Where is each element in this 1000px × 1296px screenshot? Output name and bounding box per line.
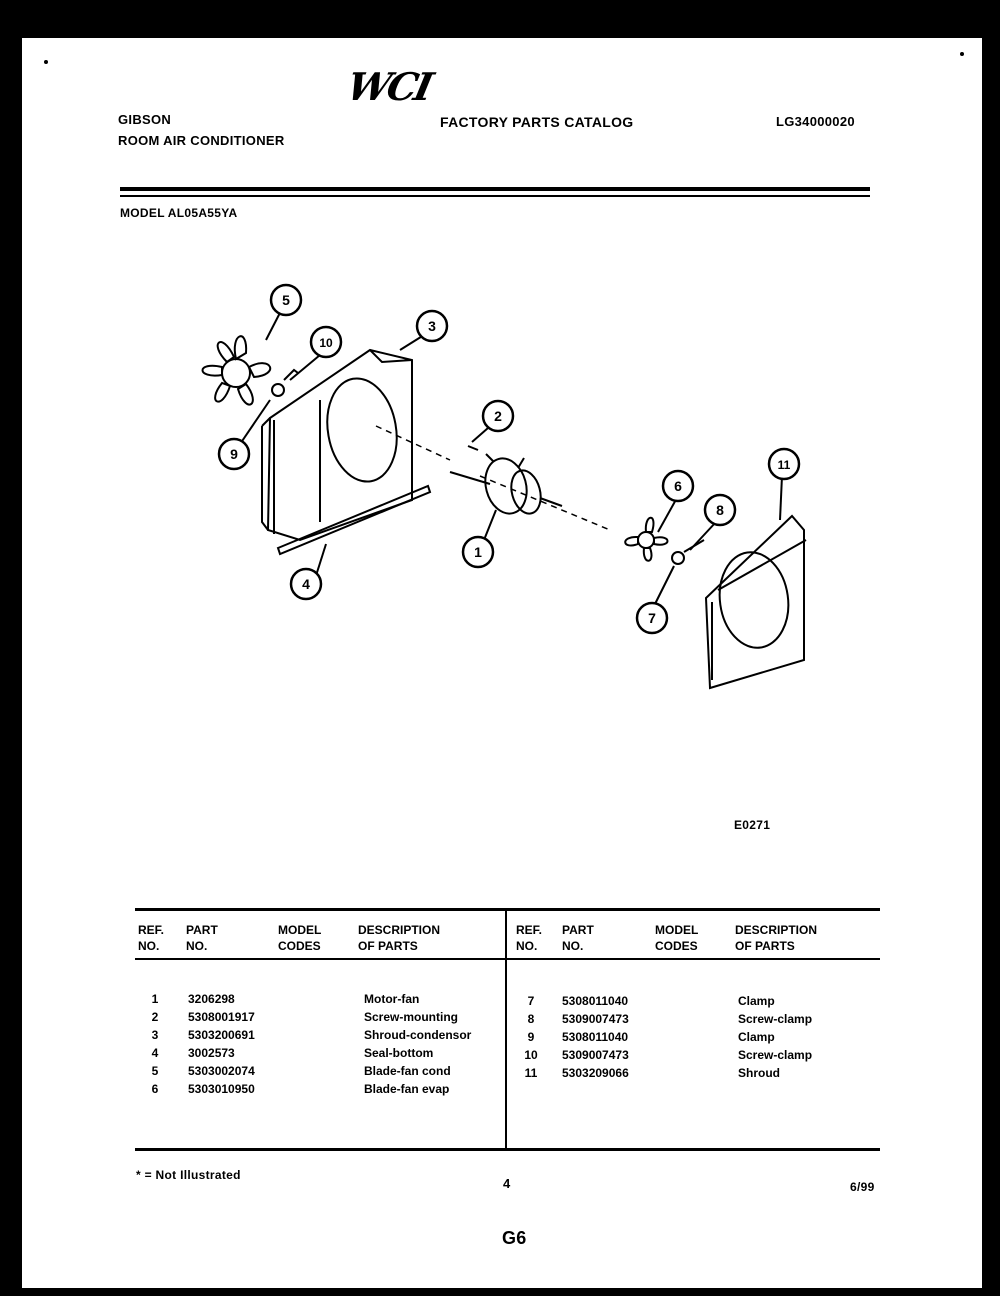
- drawing-code: E0271: [734, 818, 771, 832]
- row-ref: 6: [151, 1082, 159, 1096]
- evaporator-fan-blade: [625, 518, 667, 561]
- catalog-title: FACTORY PARTS CATALOG: [440, 114, 634, 130]
- row-part-number: 3002573: [188, 1046, 235, 1060]
- row-part-number: 5303209066: [562, 1066, 629, 1080]
- header-part: PART NO.: [186, 923, 218, 953]
- row-ref: 10: [524, 1048, 538, 1062]
- screw-2: [468, 446, 478, 450]
- callout-label-9: 9: [230, 446, 238, 462]
- callout-label-3: 3: [428, 318, 436, 334]
- callout-label-10: 10: [319, 336, 333, 350]
- callout-label-11: 11: [777, 458, 791, 472]
- header-description-right: DESCRIPTION OF PARTS: [735, 923, 818, 953]
- row-ref: 5: [151, 1064, 159, 1078]
- row-ref: 2: [151, 1010, 159, 1024]
- row-description: Blade-fan evap: [364, 1082, 450, 1096]
- wci-logo: WCI: [343, 64, 435, 109]
- header-ref-right: REF. NO.: [516, 923, 543, 953]
- product-type: ROOM AIR CONDITIONER: [118, 133, 285, 148]
- callout-label-6: 6: [674, 478, 682, 494]
- header-rule-thick: [120, 187, 870, 191]
- row-part-number: 3206298: [188, 992, 235, 1006]
- page-number: 4: [503, 1176, 511, 1191]
- row-description: Shroud-condensor: [364, 1028, 472, 1042]
- row-part-number: 5308011040: [562, 994, 629, 1008]
- row-ref: 4: [151, 1046, 159, 1060]
- row-description: Clamp: [738, 994, 775, 1008]
- table-top-rule: [135, 908, 880, 911]
- exploded-parts-diagram: [150, 240, 850, 700]
- scan-speck: [510, 28, 514, 32]
- row-description: Screw-clamp: [738, 1048, 813, 1062]
- row-part-number: 5308011040: [562, 1030, 629, 1044]
- clamp-7: [672, 552, 684, 564]
- callout-label-7: 7: [648, 610, 656, 626]
- scan-speck: [44, 60, 48, 64]
- catalog-number: LG34000020: [776, 114, 855, 129]
- row-part-number: 5308001917: [188, 1010, 255, 1024]
- table-header-rule: [135, 958, 880, 960]
- row-part-number: 5303002074: [188, 1064, 255, 1078]
- row-description: Blade-fan cond: [364, 1064, 451, 1078]
- row-ref: 1: [151, 992, 159, 1006]
- row-ref: 9: [527, 1030, 535, 1044]
- row-ref: 8: [527, 1012, 535, 1026]
- page-code: G6: [502, 1228, 527, 1248]
- evaporator-shroud: [706, 516, 806, 688]
- row-ref: 3: [151, 1028, 159, 1042]
- condenser-fan-blade: [203, 336, 271, 404]
- row-ref: 7: [527, 994, 535, 1008]
- callout-label-8: 8: [716, 502, 724, 518]
- header-part-right: PART NO.: [562, 923, 594, 953]
- row-description: Screw-clamp: [738, 1012, 813, 1026]
- row-part-number: 5309007473: [562, 1012, 629, 1026]
- row-part-number: 5303200691: [188, 1028, 255, 1042]
- row-description: Shroud: [738, 1066, 780, 1080]
- header-model-right: MODEL CODES: [655, 923, 699, 953]
- table-divider: [505, 910, 507, 1148]
- clamp-9: [272, 384, 284, 396]
- model-number: MODEL AL05A55YA: [120, 206, 238, 220]
- brand-name: GIBSON: [118, 112, 172, 127]
- header-description: DESCRIPTION OF PARTS: [358, 923, 441, 953]
- not-illustrated-note: * = Not Illustrated: [136, 1168, 241, 1182]
- callout-label-1: 1: [474, 544, 482, 560]
- row-description: Seal-bottom: [364, 1046, 434, 1060]
- scan-speck: [960, 52, 964, 56]
- table-bottom-rule: [135, 1148, 880, 1151]
- header-model: MODEL CODES: [278, 923, 322, 953]
- callout-label-5: 5: [282, 292, 290, 308]
- header-rule-thin: [120, 195, 870, 197]
- row-part-number: 5303010950: [188, 1082, 255, 1096]
- row-ref: 11: [524, 1066, 538, 1080]
- callout-label-4: 4: [302, 576, 310, 592]
- header-ref: REF. NO.: [138, 923, 165, 953]
- row-description: Clamp: [738, 1030, 775, 1044]
- row-description: Motor-fan: [364, 992, 420, 1006]
- row-description: Screw-mounting: [364, 1010, 459, 1024]
- row-part-number: 5309007473: [562, 1048, 629, 1062]
- revision-date: 6/99: [850, 1180, 875, 1194]
- callout-label-2: 2: [494, 408, 502, 424]
